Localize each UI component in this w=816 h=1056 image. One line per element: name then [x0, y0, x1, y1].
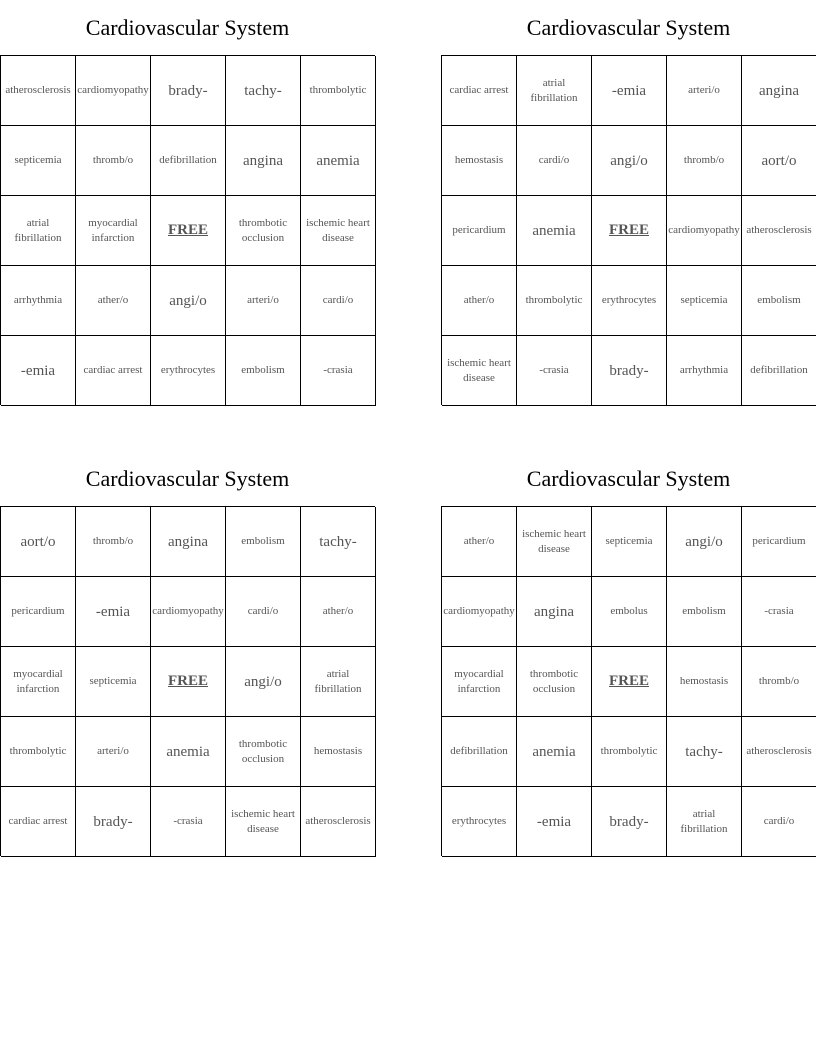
bingo-cell: myocardial infarction	[76, 196, 151, 266]
bingo-cell: cardiac arrest	[1, 787, 76, 857]
bingo-cell: arteri/o	[76, 717, 151, 787]
card-title: Cardiovascular System	[85, 466, 290, 491]
bingo-cell: aort/o	[742, 126, 816, 196]
bingo-cell: -crasia	[742, 577, 816, 647]
bingo-card-4	[441, 451, 816, 856]
bingo-cell: ischemic heart disease	[442, 336, 517, 406]
bingo-card-1	[0, 0, 375, 405]
bingo-cell: brady-	[592, 787, 667, 857]
bingo-cell: septicemia	[76, 647, 151, 717]
bingo-cell: brady-	[76, 787, 151, 857]
bingo-cell: septicemia	[1, 126, 76, 196]
bingo-cell: defibrillation	[742, 336, 816, 406]
bingo-cell: angina	[226, 126, 301, 196]
bingo-cell: embolus	[592, 577, 667, 647]
bingo-cell: thrombolytic	[517, 266, 592, 336]
bingo-cell: tachy-	[667, 717, 742, 787]
bingo-cell: cardiac arrest	[442, 56, 517, 126]
bingo-cell: anemia	[301, 126, 376, 196]
bingo-cell: erythrocytes	[442, 787, 517, 857]
bingo-grid	[441, 506, 816, 856]
bingo-cell: septicemia	[667, 266, 742, 336]
bingo-cell: erythrocytes	[592, 266, 667, 336]
bingo-grid	[441, 55, 816, 405]
bingo-cell: thromb/o	[742, 647, 816, 717]
bingo-cell: thrombolytic	[301, 56, 376, 126]
bingo-cell: cardi/o	[226, 577, 301, 647]
bingo-cell: atrial fibrillation	[1, 196, 76, 266]
card-title: Cardiovascular System	[85, 15, 290, 40]
bingo-cell: cardiomyopathy	[442, 577, 517, 647]
free-space-cell: FREE	[592, 647, 667, 717]
bingo-cell: cardiomyopathy	[667, 196, 742, 266]
bingo-cell: -crasia	[151, 787, 226, 857]
bingo-cell: thrombolytic	[592, 717, 667, 787]
bingo-cell: myocardial infarction	[442, 647, 517, 717]
bingo-cell: -emia	[1, 336, 76, 406]
bingo-cell: myocardial infarction	[1, 647, 76, 717]
bingo-cell: atrial fibrillation	[517, 56, 592, 126]
bingo-cell: hemostasis	[667, 647, 742, 717]
bingo-card-3	[0, 451, 375, 856]
bingo-cell: cardiomyopathy	[76, 56, 151, 126]
bingo-cell: cardiomyopathy	[151, 577, 226, 647]
bingo-cell: angi/o	[151, 266, 226, 336]
bingo-cell: pericardium	[742, 507, 816, 577]
bingo-cell: hemostasis	[442, 126, 517, 196]
bingo-cell: tachy-	[301, 507, 376, 577]
bingo-cell: tachy-	[226, 56, 301, 126]
bingo-cell: atrial fibrillation	[301, 647, 376, 717]
bingo-cell: anemia	[151, 717, 226, 787]
bingo-cell: atherosclerosis	[301, 787, 376, 857]
bingo-cell: angi/o	[667, 507, 742, 577]
bingo-cell: aort/o	[1, 507, 76, 577]
bingo-cell: thromb/o	[76, 507, 151, 577]
bingo-cell: ischemic heart disease	[301, 196, 376, 266]
bingo-cell: arrhythmia	[667, 336, 742, 406]
bingo-cell: arteri/o	[667, 56, 742, 126]
bingo-cell: arteri/o	[226, 266, 301, 336]
bingo-cell: septicemia	[592, 507, 667, 577]
bingo-cell: -emia	[517, 787, 592, 857]
bingo-cell: thrombotic occlusion	[226, 196, 301, 266]
bingo-cell: arrhythmia	[1, 266, 76, 336]
bingo-cell: thrombolytic	[1, 717, 76, 787]
bingo-cell: brady-	[592, 336, 667, 406]
bingo-cell: atrial fibrillation	[667, 787, 742, 857]
bingo-cell: ather/o	[442, 507, 517, 577]
bingo-cell: anemia	[517, 196, 592, 266]
bingo-cell: thrombotic occlusion	[226, 717, 301, 787]
bingo-cell: -emia	[592, 56, 667, 126]
bingo-card-2	[441, 0, 816, 405]
bingo-cell: -crasia	[517, 336, 592, 406]
bingo-cell: hemostasis	[301, 717, 376, 787]
bingo-cell: embolism	[226, 336, 301, 406]
bingo-cell: angina	[517, 577, 592, 647]
bingo-cell: pericardium	[442, 196, 517, 266]
bingo-cell: ather/o	[442, 266, 517, 336]
bingo-cell: embolism	[226, 507, 301, 577]
bingo-cell: embolism	[742, 266, 816, 336]
free-space-cell: FREE	[151, 196, 226, 266]
bingo-cell: thromb/o	[76, 126, 151, 196]
bingo-cell: pericardium	[1, 577, 76, 647]
bingo-cell: thrombotic occlusion	[517, 647, 592, 717]
bingo-cell: defibrillation	[442, 717, 517, 787]
bingo-cell: -crasia	[301, 336, 376, 406]
bingo-cell: angi/o	[226, 647, 301, 717]
free-space-cell: FREE	[592, 196, 667, 266]
bingo-cell: erythrocytes	[151, 336, 226, 406]
bingo-cell: ather/o	[301, 577, 376, 647]
bingo-grid	[0, 55, 375, 405]
card-title: Cardiovascular System	[526, 466, 731, 491]
bingo-cell: angi/o	[592, 126, 667, 196]
bingo-cell: cardi/o	[301, 266, 376, 336]
bingo-cell: angina	[151, 507, 226, 577]
bingo-cell: angina	[742, 56, 816, 126]
bingo-cell: atherosclerosis	[742, 196, 816, 266]
bingo-cell: ischemic heart disease	[226, 787, 301, 857]
bingo-cell: ather/o	[76, 266, 151, 336]
bingo-cell: thromb/o	[667, 126, 742, 196]
bingo-cell: -emia	[76, 577, 151, 647]
bingo-cell: embolism	[667, 577, 742, 647]
bingo-cell: cardiac arrest	[76, 336, 151, 406]
bingo-cell: anemia	[517, 717, 592, 787]
bingo-cell: defibrillation	[151, 126, 226, 196]
bingo-cell: cardi/o	[517, 126, 592, 196]
free-space-cell: FREE	[151, 647, 226, 717]
bingo-cell: ischemic heart disease	[517, 507, 592, 577]
bingo-cell: brady-	[151, 56, 226, 126]
card-title: Cardiovascular System	[526, 15, 731, 40]
bingo-cell: cardi/o	[742, 787, 816, 857]
bingo-cell: atherosclerosis	[1, 56, 76, 126]
bingo-grid	[0, 506, 375, 856]
bingo-cell: atherosclerosis	[742, 717, 816, 787]
